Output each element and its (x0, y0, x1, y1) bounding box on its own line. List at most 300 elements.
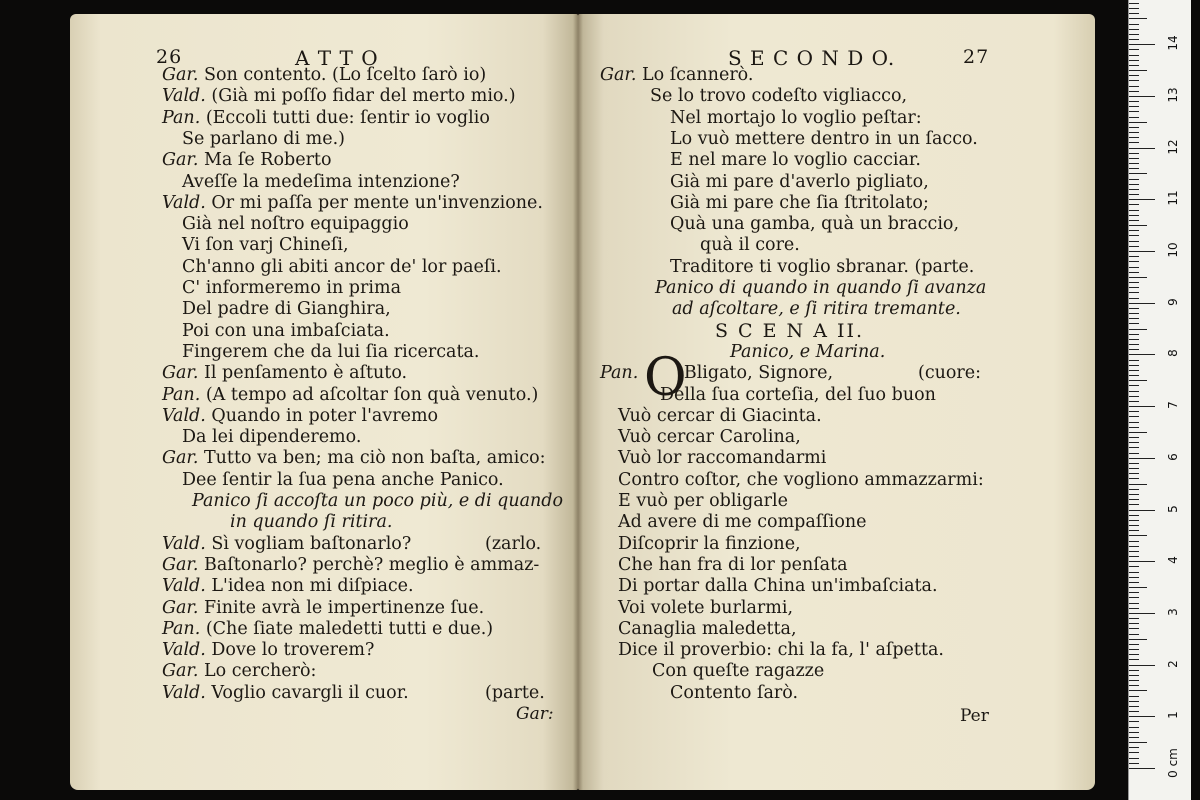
ruler-tick (1129, 184, 1139, 185)
speaker-label: Vald. (162, 640, 212, 661)
ruler-tick (1129, 411, 1139, 412)
line-text: Già nel noſtro equipaggio (182, 214, 409, 235)
ruler-tick (1129, 680, 1139, 681)
ruler-tick (1129, 168, 1139, 169)
ruler-tick (1129, 535, 1147, 536)
ruler-tick (1129, 277, 1147, 278)
ruler-tick (1129, 137, 1139, 138)
ruler-tick (1129, 499, 1139, 500)
ruler-tick (1129, 701, 1139, 702)
text-line (730, 341, 885, 363)
ruler-tick (1129, 597, 1139, 598)
ruler-tick (1129, 649, 1139, 650)
ruler-tick (1129, 675, 1139, 676)
ruler-tick (1129, 716, 1155, 717)
ruler-tick (1129, 163, 1139, 164)
overflow-fragment: (cuore: (918, 363, 982, 384)
ruler-tick (1129, 752, 1139, 753)
text-line (162, 554, 539, 576)
line-text: Dee ſentir la ſua pena anche Panico. (182, 469, 504, 490)
line-text: Sì vogliam baſtonarlo? (211, 533, 412, 554)
ruler-tick (1129, 142, 1139, 143)
line-text: Panico ſi accoſta un poco più, e di quando (192, 491, 564, 511)
line-text: Or mi paſſa per mente un'invenzione. (211, 192, 543, 213)
ruler-tick (1129, 339, 1139, 340)
line-text: Voglio cavargli il cuor. (211, 682, 409, 703)
ruler-tick (1129, 132, 1139, 133)
ruler-tick (1129, 401, 1139, 402)
text-line (618, 533, 801, 555)
text-line (182, 341, 479, 363)
ruler-label: 10 (1166, 242, 1180, 258)
left-page-number: 26 (156, 46, 183, 68)
line-text: Ch'anno gli abiti ancor de' lor paeſi. (182, 256, 502, 277)
line-text: ad aſcoltare, e ſi ritira tremante. (672, 299, 961, 320)
ruler-tick (1129, 628, 1139, 629)
ruler-tick (1129, 391, 1139, 392)
speaker-label: Vald. (162, 86, 212, 107)
ruler-tick (1129, 318, 1139, 319)
text-line (652, 660, 824, 682)
speaker-label: Vald. (162, 682, 212, 703)
text-line (162, 447, 546, 469)
text-line (162, 575, 414, 597)
text-line (660, 384, 936, 406)
line-text: Diſcoprir la finzione, (618, 533, 801, 554)
speaker-label: Pan. (162, 618, 206, 639)
ruler-label: 13 (1166, 87, 1180, 103)
ruler-tick (1129, 742, 1147, 743)
text-line (618, 405, 822, 427)
ruler-tick (1129, 334, 1139, 335)
text-line (162, 149, 332, 171)
line-text: quà il core. (700, 235, 800, 256)
text-line (162, 639, 374, 661)
ruler-tick (1129, 13, 1139, 14)
ruler-tick (1129, 520, 1139, 521)
ruler-tick (1129, 515, 1139, 516)
text-line (670, 107, 922, 129)
line-text: Dove lo troverem? (211, 640, 375, 661)
text-line (182, 320, 390, 342)
line-text: Canaglia maledetta, (618, 618, 797, 639)
ruler-tick (1129, 122, 1147, 123)
ruler-tick (1129, 148, 1155, 149)
text-line (670, 192, 929, 214)
text-line (600, 64, 753, 86)
ruler-tick (1129, 375, 1139, 376)
line-text: (A tempo ad aſcoltar ſon quà venuto.) (205, 384, 539, 405)
ruler-tick (1129, 603, 1139, 604)
ruler-tick (1129, 437, 1139, 438)
ruler-tick (1129, 618, 1139, 619)
ruler-tick (1129, 34, 1139, 35)
right-running-head: S E C O N D O. (728, 46, 896, 70)
line-text: (Eccoli tutti due: ſentir io voglio (205, 107, 490, 128)
ruler-tick (1129, 463, 1139, 464)
text-line (230, 511, 393, 533)
ruler-tick (1129, 696, 1139, 697)
line-text: Poi con una imbaſciata. (182, 320, 390, 341)
line-text: Aveſſe la medeſima intenzione? (182, 171, 460, 192)
ruler-tick (1129, 29, 1139, 30)
ruler-label: 4 (1166, 556, 1180, 565)
left-page (70, 14, 578, 790)
text-line (162, 107, 490, 129)
text-line (655, 277, 986, 299)
text-line (162, 618, 493, 640)
ruler-tick (1129, 225, 1147, 226)
ruler-tick (1129, 313, 1139, 314)
text-line (182, 128, 345, 150)
ruler-label: 3 (1166, 608, 1180, 616)
ruler-tick (1129, 298, 1139, 299)
ruler-tick (1129, 608, 1139, 609)
ruler-tick (1129, 572, 1139, 573)
ruler-tick (1129, 763, 1139, 764)
ruler-tick (1129, 432, 1147, 433)
line-text: Contento ſarò. (670, 682, 799, 703)
ruler-tick (1129, 158, 1139, 159)
line-text: Di portar dalla China un'imbaſciata. (618, 576, 938, 597)
ruler-tick (1129, 235, 1139, 236)
speaker-label: Vald. (162, 533, 212, 554)
text-line (182, 298, 391, 320)
ruler-tick (1129, 96, 1155, 97)
ruler-tick (1129, 385, 1139, 386)
overflow-fragment: (zarlo. (485, 533, 542, 554)
text-line (182, 469, 504, 491)
ruler-tick (1129, 127, 1139, 128)
text-line (162, 64, 486, 86)
line-text: Lo cercherò: (203, 661, 317, 682)
line-text: Vuò cercar Carolina, (618, 427, 801, 448)
speaker-label: Pan. (162, 384, 206, 405)
ruler-tick (1129, 427, 1139, 428)
ruler-tick (1129, 106, 1139, 107)
ruler-tick (1129, 117, 1139, 118)
ruler-tick (1129, 24, 1139, 25)
ruler-tick (1129, 706, 1139, 707)
ruler-tick (1129, 173, 1147, 174)
speaker-label: Gar. (600, 65, 642, 85)
ruler-tick (1129, 582, 1139, 583)
ruler-label: 7 (1166, 401, 1180, 409)
ruler-tick (1129, 380, 1147, 381)
text-line (670, 149, 921, 171)
ruler-tick (1129, 287, 1139, 288)
ruler-tick (1129, 541, 1139, 542)
ruler-tick (1129, 153, 1139, 154)
line-text: Da lei dipenderemo. (182, 427, 362, 448)
line-text: Della ſua corteſia, del ſuo buon (660, 384, 936, 405)
ruler-tick (1129, 215, 1139, 216)
ruler-tick (1129, 546, 1139, 547)
ruler-tick (1129, 721, 1139, 722)
text-line (162, 384, 538, 406)
ruler-tick (1129, 530, 1139, 531)
ruler-tick (1129, 179, 1139, 180)
ruler-tick (1129, 261, 1139, 262)
speaker-label: Gar. (162, 554, 204, 575)
line-text: Panico, e Marina. (730, 341, 886, 362)
ruler-tick (1129, 422, 1139, 423)
ruler-tick (1129, 282, 1139, 283)
line-text: Il penſamento è aſtuto. (203, 363, 408, 384)
line-text: Bligato, Signore, (683, 363, 834, 384)
text-line (618, 639, 944, 661)
line-text: L'idea non mi diſpiace. (211, 576, 414, 597)
line-text: Se parlano di me.) (182, 128, 346, 149)
text-line (182, 234, 349, 256)
ruler-tick (1129, 65, 1139, 66)
ruler-tick (1129, 199, 1155, 200)
ruler-tick (1129, 613, 1155, 614)
line-text: Tutto va ben; ma ciò non baſta, amico: (203, 448, 546, 469)
line-text: Vi ſon varj Chineſi, (182, 235, 349, 256)
ruler-tick (1129, 473, 1139, 474)
ruler-tick (1129, 484, 1147, 485)
text-line (618, 597, 793, 619)
ruler-tick (1129, 292, 1139, 293)
ruler-tick (1129, 204, 1139, 205)
ruler-label: 6 (1166, 452, 1180, 461)
line-text: Panico di quando in quando ſi avanza (655, 278, 987, 298)
line-text: E vuò per obligarle (618, 491, 788, 511)
line-text: Che han fra di lor penſata (618, 554, 848, 575)
text-line (670, 171, 929, 193)
ruler-tick (1129, 685, 1139, 686)
ruler-tick (1129, 344, 1139, 345)
ruler-tick (1129, 737, 1139, 738)
ruler-label: 14 (1166, 35, 1180, 51)
ruler-tick (1129, 3, 1139, 4)
ruler-tick (1129, 241, 1139, 242)
ruler-zero-label: 0 cm (1166, 748, 1180, 778)
ruler-tick (1129, 39, 1139, 40)
text-line (700, 234, 800, 256)
ruler-tick (1129, 551, 1139, 552)
text-line (618, 618, 797, 640)
line-text: Quando in poter l'avremo (211, 405, 439, 426)
ruler-tick (1129, 732, 1139, 733)
line-text: Baſtonarlo? perchè? meglio è ammaz- (203, 554, 540, 575)
ruler-tick (1129, 489, 1139, 490)
text-line (162, 405, 438, 427)
speaker-label: Gar. (162, 363, 204, 384)
line-text: Se lo trovo codeſto vigliacco, (650, 86, 908, 107)
ruler-tick (1129, 587, 1147, 588)
ruler-tick (1129, 267, 1139, 268)
ruler-tick (1129, 768, 1155, 769)
ruler-tick (1129, 644, 1139, 645)
line-text: (Già mi poſſo fidar del merto mio.) (211, 86, 516, 107)
line-text: Quà una gamba, quà un braccio, (670, 214, 960, 235)
ruler-tick (1129, 654, 1139, 655)
ruler-tick (1129, 251, 1155, 252)
text-line (182, 171, 460, 193)
line-text: Vuò cercar di Giacinta. (618, 405, 822, 426)
ruler-tick (1129, 458, 1155, 459)
ruler-tick (1129, 220, 1139, 221)
ruler-tick (1129, 49, 1139, 50)
ruler-tick (1129, 256, 1139, 257)
ruler-tick (1129, 468, 1139, 469)
text-line (182, 277, 401, 299)
ruler-tick (1129, 303, 1155, 304)
line-text: Contro coſtor, che vogliono ammazzarmi: (618, 469, 984, 490)
speaker-label: Gar. (162, 597, 204, 618)
text-line (182, 426, 361, 448)
ruler-tick (1129, 101, 1139, 102)
ruler-tick (1129, 592, 1139, 593)
text-line (182, 213, 409, 235)
text-line (670, 213, 959, 235)
ruler-tick (1129, 670, 1139, 671)
speaker-label: Vald. (162, 576, 212, 597)
line-text: Nel mortajo lo voglio peſtar: (670, 107, 922, 128)
line-text: Lo ſcannerò. (641, 65, 754, 85)
ruler-tick (1129, 396, 1139, 397)
right-page-number: 27 (963, 46, 990, 68)
text-line (715, 320, 864, 343)
ruler-tick (1129, 442, 1139, 443)
ruler-tick (1129, 494, 1139, 495)
right-page (578, 14, 1095, 790)
text-line (618, 447, 826, 469)
ruler-tick (1129, 18, 1147, 19)
ruler-tick (1129, 365, 1139, 366)
ruler-tick (1129, 230, 1139, 231)
text-line (670, 682, 798, 704)
line-text: Già mi pare d'averlo pigliato, (670, 171, 929, 192)
speaker-label: Vald. (162, 405, 212, 426)
ruler-tick (1129, 690, 1147, 691)
speaker-label: Gar. (162, 661, 204, 682)
right-catchword: Per (960, 706, 989, 726)
line-text: in quando ſi ritira. (230, 512, 393, 533)
speaker-label: Pan. (600, 363, 644, 384)
ruler-tick (1129, 659, 1139, 660)
line-text: Traditore ti voglio sbranar. (parte. (670, 256, 975, 277)
ruler-tick (1129, 360, 1139, 361)
ruler-tick (1129, 210, 1139, 211)
line-text: Già mi pare che ſia ſtritolato; (670, 192, 929, 213)
text-line (618, 469, 984, 491)
ruler-tick (1129, 447, 1139, 448)
line-text: Finite avrà le impertinenze ſue. (203, 597, 485, 618)
ruler-tick (1129, 665, 1155, 666)
line-text: E nel mare lo voglio cacciar. (670, 150, 921, 171)
ruler-tick (1129, 577, 1139, 578)
text-line (618, 575, 938, 597)
ruler-tick (1129, 370, 1139, 371)
line-text: Voi volete burlarmi, (618, 597, 794, 618)
text-line (192, 490, 563, 512)
ruler-tick (1129, 416, 1139, 417)
text-line (618, 490, 788, 512)
text-line (182, 256, 502, 278)
ruler-label: 1 (1166, 711, 1180, 720)
overflow-fragment: (parte. (485, 682, 545, 703)
ruler-tick (1129, 55, 1139, 56)
speaker-label: Gar. (162, 65, 204, 85)
ruler-tick (1129, 525, 1139, 526)
ruler-tick (1129, 194, 1139, 195)
ruler-tick (1129, 111, 1139, 112)
line-text: Lo vuò mettere dentro in un ſacco. (670, 128, 978, 149)
ruler-tick (1129, 70, 1147, 71)
ruler-tick (1129, 329, 1147, 330)
ruler-label: 8 (1166, 349, 1180, 358)
ruler-tick (1129, 504, 1139, 505)
line-text: Dice il proverbio: chi la fa, l' aſpetta. (618, 640, 944, 661)
ruler-tick (1129, 747, 1139, 748)
text-line (670, 256, 974, 278)
line-text: S C E N A II. (715, 319, 865, 342)
speaker-label: Gar. (162, 150, 204, 171)
text-line (162, 682, 409, 704)
text-line (618, 511, 867, 533)
ruler-tick (1129, 272, 1139, 273)
ruler-label: 2 (1166, 659, 1180, 668)
text-line (672, 298, 961, 320)
ruler-tick (1129, 80, 1139, 81)
line-text: C' informeremo in prima (182, 278, 401, 298)
text-line (162, 660, 316, 682)
ruler-tick (1129, 189, 1139, 190)
line-text: Fingerem che da lui ſia ricercata. (182, 341, 480, 362)
line-text: Ad avere di me compaſſione (618, 512, 867, 533)
left-catchword: Gar: (516, 704, 554, 724)
ruler-tick (1129, 556, 1139, 557)
ruler-tick (1129, 246, 1139, 247)
ruler-label: 12 (1166, 138, 1180, 155)
ruler-tick (1129, 354, 1155, 355)
ruler-tick (1129, 510, 1155, 511)
text-line (162, 533, 411, 555)
text-line (162, 362, 407, 384)
ruler-tick (1129, 323, 1139, 324)
text-line (618, 554, 848, 576)
ruler-tick (1129, 8, 1139, 9)
text-line (670, 128, 978, 150)
ruler-tick (1129, 639, 1147, 640)
line-text: (Che ſiate maledetti tutti e due.) (205, 618, 494, 639)
ruler-tick (1129, 561, 1155, 562)
text-line (650, 85, 907, 107)
ruler-tick (1129, 406, 1155, 407)
ruler-tick (1129, 478, 1139, 479)
drop-initial: O (644, 348, 687, 409)
speaker-label: Gar. (162, 448, 204, 469)
text-line (162, 85, 516, 107)
speaker-label: Pan. (162, 107, 206, 128)
text-line (162, 192, 543, 214)
ruler-label: 11 (1166, 190, 1180, 206)
ruler-tick (1129, 711, 1139, 712)
ruler-tick (1129, 86, 1139, 87)
speaker-label: Vald. (162, 192, 212, 213)
ruler-tick (1129, 634, 1139, 635)
line-text: Con queſte ragazze (652, 661, 825, 682)
ruler-tick (1129, 453, 1139, 454)
line-text: Ma ſe Roberto (203, 150, 332, 171)
line-text: Son contento. (Lo ſcelto ſarò io) (203, 65, 487, 85)
ruler-label: 5 (1166, 504, 1180, 513)
ruler-tick (1129, 308, 1139, 309)
ruler-label: 9 (1166, 297, 1180, 306)
